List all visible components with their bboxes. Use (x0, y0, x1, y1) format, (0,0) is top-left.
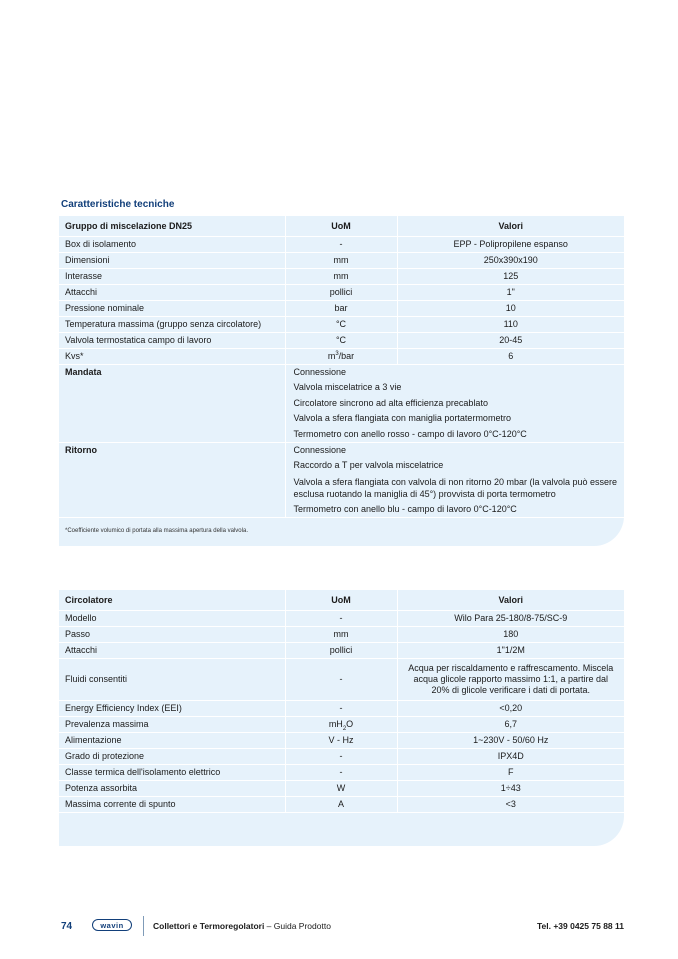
spec-uom: °C (285, 333, 397, 349)
spec-label: Massima corrente di spunto (59, 797, 285, 813)
spec-value: 250x390x190 (397, 253, 624, 269)
spec-label: Modello (59, 611, 285, 627)
table-row (59, 333, 624, 349)
spec-uom (285, 717, 397, 733)
table-row (59, 611, 624, 627)
spec-label: Prevalenza massima (59, 717, 285, 733)
connection-item: Valvola miscelatrice a 3 vie (293, 382, 402, 393)
phone-number: Tel. +39 0425 75 88 11 (536, 921, 624, 931)
spec-value: F (397, 765, 624, 781)
connection-item: Connessione (293, 445, 347, 456)
footer-divider (143, 916, 144, 936)
spec-value: 110 (397, 317, 624, 333)
header-valori: Valori (397, 590, 624, 611)
connection-item: Termometro con anello blu - campo di lavoro 0°C-120°C (293, 503, 517, 514)
table-row (59, 659, 624, 701)
uom-part: /bar (338, 351, 355, 361)
spec-value: 1÷43 (397, 781, 624, 797)
table-row (59, 643, 624, 659)
spec-uom: mm (285, 253, 397, 269)
spec-value: 1"1/2M (397, 643, 624, 659)
connection-item: Circolatore sincrono ad alta efficienza precablato (293, 397, 488, 408)
table-row (59, 765, 624, 781)
header-uom: UoM (285, 590, 397, 611)
table-header-row (59, 590, 624, 611)
table-header-row (59, 216, 624, 237)
spec-uom: mm (285, 627, 397, 643)
spec-uom: - (285, 611, 397, 627)
mixing-group-table (59, 216, 624, 518)
spec-uom (285, 349, 397, 365)
spec-label: Interasse (59, 269, 285, 285)
table-row (59, 627, 624, 643)
spec-value: Acqua per riscaldamento e raffrescamento. Miscela acqua glicole rapporto massimo 1:1, a partire dal 20% di glicole verificare i dati di portata. (397, 659, 624, 701)
spec-value: IPX4D (397, 749, 624, 765)
uom-part: mH (328, 719, 343, 729)
header-valori: Valori (397, 216, 624, 237)
spec-value: 6 (397, 349, 624, 365)
header-uom: UoM (285, 216, 397, 237)
uom-sup: 3 (335, 351, 339, 357)
uom-sub: 2 (342, 725, 347, 732)
mandata-row-items (285, 365, 624, 443)
connection-item: Termometro con anello rosso - campo di lavoro 0°C-120°C (293, 428, 527, 439)
spec-label: Attacchi (59, 643, 285, 659)
document-title (153, 921, 331, 931)
spec-uom: - (285, 237, 397, 253)
table-row (59, 317, 624, 333)
header-circolatore: Circolatore (59, 590, 285, 611)
table-row (59, 717, 624, 733)
spec-label: Box di isolamento (59, 237, 285, 253)
spec-label: Dimensioni (59, 253, 285, 269)
spec-value: <3 (397, 797, 624, 813)
uom-part: O (346, 719, 354, 729)
spec-uom: A (285, 797, 397, 813)
spec-uom: bar (285, 301, 397, 317)
circulator-specs-panel (59, 590, 624, 846)
mandata-row-label: Mandata (59, 365, 285, 443)
footnote: *Coefficiente volumico di portata alla massima apertura della valvola. (65, 528, 248, 534)
spec-value: 180 (397, 627, 624, 643)
connection-item: Valvola a sfera flangiata con maniglia portatermometro (293, 413, 511, 424)
section-title: Caratteristiche tecniche (61, 199, 175, 210)
header-gruppo: Gruppo di miscelazione DN25 (59, 216, 285, 237)
table-row (59, 349, 624, 365)
spec-uom: °C (285, 317, 397, 333)
spec-value: 1~230V - 50/60 Hz (397, 733, 624, 749)
spec-uom: pollici (285, 643, 397, 659)
document-title-bold: Collettori e Termoregolatori (153, 921, 265, 931)
spec-value: <0,20 (397, 701, 624, 717)
spec-uom: - (285, 701, 397, 717)
ritorno-row-items (285, 443, 624, 518)
connection-item: Raccordo a T per valvola miscelatrice (293, 460, 444, 471)
spec-label: Valvola termostatica campo di lavoro (59, 333, 285, 349)
table-row (59, 797, 624, 813)
spec-label: Classe termica dell'isolamento elettrico (59, 765, 285, 781)
mandata-row (59, 365, 624, 443)
spec-uom: - (285, 749, 397, 765)
table-row (59, 749, 624, 765)
table-row (59, 269, 624, 285)
table-row (59, 701, 624, 717)
wavin-logo: wavin (92, 919, 132, 931)
spec-value: 6,7 (397, 717, 624, 733)
mixing-group-specs-panel (59, 216, 624, 546)
ritorno-row-label: Ritorno (59, 443, 285, 518)
spec-uom: V - Hz (285, 733, 397, 749)
uom-part: m (327, 351, 336, 361)
spec-value: EPP - Polipropilene espanso (397, 237, 624, 253)
table-row (59, 781, 624, 797)
spec-value: 1" (397, 285, 624, 301)
table-row (59, 285, 624, 301)
spec-uom: pollici (285, 285, 397, 301)
document-title-rest: – Guida Prodotto (264, 921, 331, 931)
spec-label: Pressione nominale (59, 301, 285, 317)
ritorno-row (59, 443, 624, 518)
spec-label: Grado di protezione (59, 749, 285, 765)
spec-uom: - (285, 659, 397, 701)
connection-item: Valvola a sfera flangiata con valvola di non ritorno 20 mbar (la valvola può essere esclusa ruotando la maniglia di 45°) provvista di porta termometro (293, 476, 618, 499)
table-row (59, 733, 624, 749)
connection-item: Connessione (293, 367, 347, 377)
page-number: 74 (61, 921, 73, 932)
spec-label: Temperatura massima (gruppo senza circolatore) (59, 317, 285, 333)
table-row (59, 253, 624, 269)
spec-label: Attacchi (59, 285, 285, 301)
spec-uom: - (285, 765, 397, 781)
spec-label: Alimentazione (59, 733, 285, 749)
table-row (59, 237, 624, 253)
page-footer (0, 918, 678, 938)
table-row (59, 301, 624, 317)
spec-uom: mm (285, 269, 397, 285)
spec-value: Wilo Para 25-180/8-75/SC-9 (397, 611, 624, 627)
spec-value: 20-45 (397, 333, 624, 349)
spec-label: Energy Efficiency Index (EEI) (59, 701, 285, 717)
spec-label: Fluidi consentiti (59, 659, 285, 701)
circulator-table (59, 590, 624, 813)
spec-uom: W (285, 781, 397, 797)
spec-label: Passo (59, 627, 285, 643)
spec-label: Kvs* (59, 349, 285, 365)
spec-value: 125 (397, 269, 624, 285)
spec-value: 10 (397, 301, 624, 317)
spec-label: Potenza assorbita (59, 781, 285, 797)
